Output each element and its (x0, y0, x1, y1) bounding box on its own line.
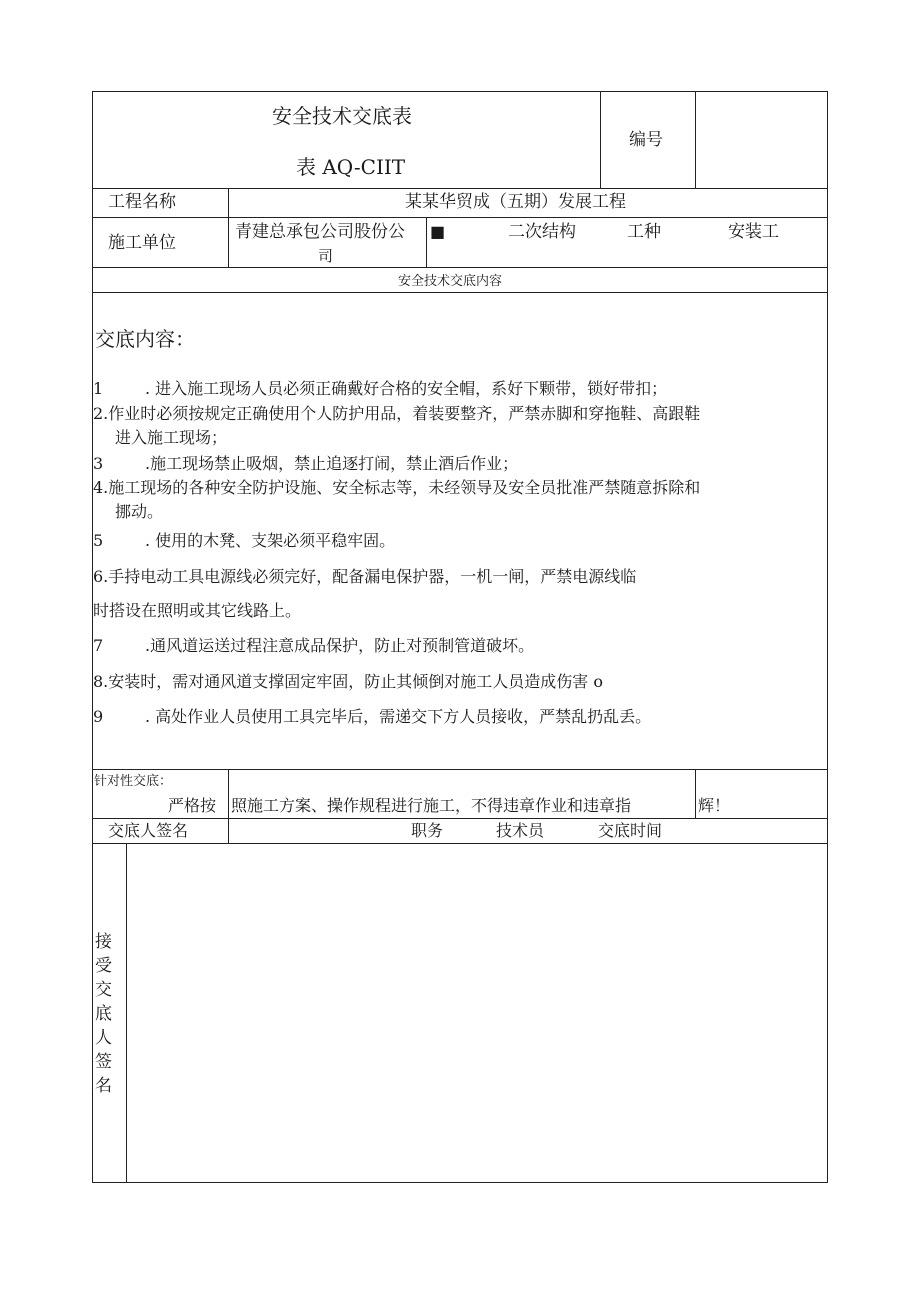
list-item: 1 . 进入施工现场人员必须正确戴好合格的安全帽，系好下颗带，锁好带扣； (93, 379, 668, 398)
content-section-title: 安全技术交底内容 (398, 274, 503, 289)
list-item: 6.手持电动工具电源线必须完好，配备漏电保护器，一机一闸，严禁电源线临 (93, 567, 637, 586)
receiver-signature-label (95, 930, 117, 1098)
receiver-char: 人 (95, 1028, 112, 1048)
briefing-time-label: 交底时间 (598, 821, 663, 840)
row-divider-6 (92, 818, 828, 819)
label-column-divider (228, 188, 229, 267)
square-marker: ■ (430, 222, 446, 241)
list-item: 7 .通风道运送过程注意成品保护，防止对预制管道破坏。 (93, 636, 535, 655)
receiver-char: 签 (95, 1052, 112, 1072)
targeted-label: 针对性交底： (94, 774, 173, 789)
list-item: 进入施工现场； (115, 428, 228, 447)
trade-label: 工种 (627, 222, 661, 242)
giver-signature-label: 交底人签名 (108, 821, 189, 840)
targeted-middle-text: 照施工方案、操作规程进行施工，不得违章作业和违章指 (231, 796, 632, 815)
row-divider-5 (92, 769, 828, 770)
list-item: 3 .施工现场禁止吸烟，禁止追逐打闹，禁止酒后作业； (93, 454, 519, 473)
list-item: 9 . 高处作业人员使用工具完毕后，需递交下方人员接收，严禁乱扔乱丢。 (93, 707, 652, 726)
position-label: 职务 (411, 821, 444, 840)
table-border-top (92, 91, 828, 92)
position-value: 技术员 (496, 821, 545, 840)
row-divider-4 (92, 292, 828, 293)
header-divider-b (695, 91, 696, 188)
form-code: 表 AQ-CIIT (296, 155, 406, 179)
list-item: 2.作业时必须按规定正确使用个人防护用品，着装要整齐，严禁赤脚和穿拖鞋、高跟鞋 (93, 404, 701, 423)
construction-unit-value-line2: 司 (318, 247, 334, 265)
unit-divider (426, 217, 427, 267)
trade-value: 安装工 (728, 222, 779, 242)
receiver-char: 接 (95, 932, 112, 952)
list-item: 5 . 使用的木凳、支架必须平稳牢固。 (93, 531, 396, 550)
list-item: 8.安装时，需对通风道支撑固定牢固，防止其倾倒对施工人员造成伤害 o (93, 672, 603, 691)
receiver-signature-area[interactable] (128, 845, 826, 1181)
project-name-label: 工程名称 (108, 192, 176, 212)
construction-unit-label: 施工单位 (108, 233, 176, 253)
content-heading: 交底内容： (95, 327, 195, 351)
header-divider-a (600, 91, 601, 188)
table-border-right (827, 91, 828, 1183)
number-label: 编号 (629, 130, 663, 150)
receiver-char: 底 (95, 1004, 112, 1024)
receiver-char: 受 (95, 956, 112, 976)
form-title: 安全技术交底表 (272, 104, 412, 128)
row-divider-3 (92, 267, 828, 268)
targeted-right-text: 辉！ (698, 796, 731, 815)
row-divider-2 (92, 217, 828, 218)
targeted-divider-a (228, 769, 229, 843)
list-item: 时搭设在照明或其它线路上。 (93, 601, 302, 620)
project-name-value: 某某华贸成（五期）发展工程 (405, 192, 626, 212)
sub-project: 二次结构 (508, 222, 576, 242)
list-item: 挪动。 (115, 502, 164, 521)
receiver-char: 交 (95, 980, 112, 1000)
list-item: 4.施工现场的各种安全防护设施、安全标志等，未经领导及安全员批准严禁随意拆除和 (93, 478, 701, 497)
row-divider-7 (92, 843, 828, 844)
targeted-divider-b (695, 769, 696, 818)
receiver-divider (126, 843, 127, 1182)
targeted-left-text: 严格按 (168, 796, 217, 815)
construction-unit-value-line1: 青建总承包公司股份公 (235, 222, 405, 242)
row-divider-1 (92, 188, 828, 189)
receiver-char: 名 (95, 1076, 112, 1096)
table-border-bottom (92, 1182, 828, 1183)
